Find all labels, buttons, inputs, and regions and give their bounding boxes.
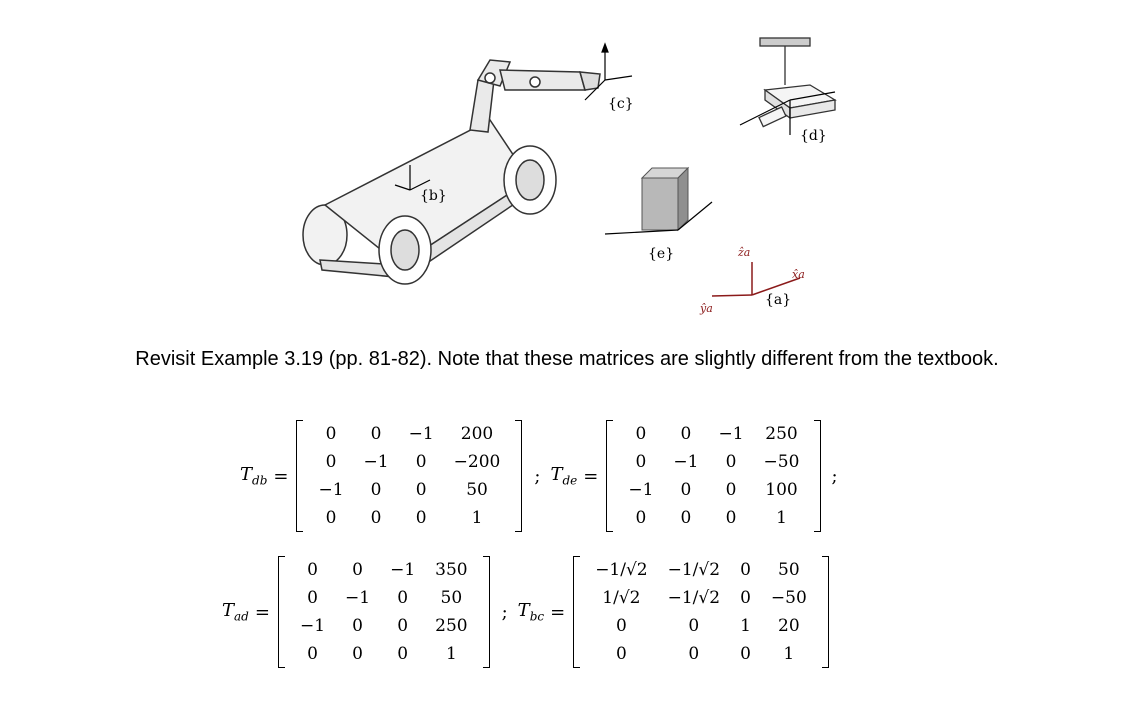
matrix-cell: 0 xyxy=(325,508,337,528)
matrix-row xyxy=(290,584,478,612)
matrix-symbol: T xyxy=(240,464,253,486)
matrix-tde-label xyxy=(550,464,577,488)
matrix-cell: −1 xyxy=(628,480,654,500)
matrix-tad xyxy=(276,556,492,668)
matrix-cell: −1 xyxy=(345,588,371,608)
matrix-cell: 0 xyxy=(397,588,409,608)
camera-lens xyxy=(759,107,786,127)
matrix-cell: 0 xyxy=(680,508,692,528)
separator: ; xyxy=(831,465,838,487)
matrix-symbol: T xyxy=(550,464,563,486)
matrix-cell: 100 xyxy=(765,480,798,500)
matrix-cell: 1 xyxy=(783,644,795,664)
matrix-cell: 0 xyxy=(740,560,751,580)
matrix-cell: −50 xyxy=(763,452,800,472)
matrix-tde xyxy=(604,420,823,532)
frame-c-x-axis xyxy=(605,76,632,80)
matrix-cell: 0 xyxy=(688,644,700,664)
matrix-cell: 0 xyxy=(725,452,737,472)
matrix-cell: 50 xyxy=(466,480,488,500)
matrix-cell: −1 xyxy=(673,452,699,472)
matrix-row xyxy=(290,556,478,584)
matrix-cell: 0 xyxy=(615,644,627,664)
axis-ya-label: ŷa xyxy=(700,302,713,315)
robot-arm xyxy=(470,60,600,132)
matrix-cell: −50 xyxy=(770,588,807,608)
matrix-cell: 0 xyxy=(680,480,692,500)
matrix-cell: 0 xyxy=(725,508,737,528)
robot-diagram xyxy=(0,0,1134,340)
matrix-cell: 0 xyxy=(370,480,382,500)
matrix-subscript: bc xyxy=(529,609,545,624)
frame-a-axes xyxy=(712,262,800,296)
matrix-cell: 1 xyxy=(740,616,751,636)
matrix-cell: 0 xyxy=(688,616,700,636)
matrix-cell: −1/√2 xyxy=(667,588,721,608)
matrix-row xyxy=(308,504,510,532)
frame-e-y-axis xyxy=(605,230,678,234)
matrix-cell: 0 xyxy=(740,644,751,664)
matrix-cell: 0 xyxy=(370,508,382,528)
front-wheel-right-hub xyxy=(516,160,544,200)
axis-xa-label: x̂a xyxy=(792,268,805,281)
matrix-tdb xyxy=(294,420,524,532)
matrix-cell: 200 xyxy=(460,424,494,444)
frame-e-label: {e} xyxy=(648,246,675,262)
matrix-cell: −200 xyxy=(453,452,501,472)
matrix-subscript: de xyxy=(562,473,578,488)
matrix-cell: −1 xyxy=(299,616,326,636)
matrix-cell: 0 xyxy=(635,508,647,528)
matrix-cell: −1 xyxy=(408,424,434,444)
matrix-cell: −1/√2 xyxy=(595,560,648,580)
matrix-cell: 0 xyxy=(307,644,318,664)
matrix-row xyxy=(618,448,809,476)
frame-d-label: {d} xyxy=(800,128,827,144)
matrix-cell: 250 xyxy=(765,424,798,444)
matrix-row xyxy=(290,612,478,640)
matrix-cell: 0 xyxy=(352,616,363,636)
elbow-joint xyxy=(485,73,495,83)
front-wheel-left-hub xyxy=(391,230,419,270)
matrix-cell: 0 xyxy=(397,644,409,664)
matrix-cell: 0 xyxy=(325,452,337,472)
matrix-cell: 0 xyxy=(370,424,382,444)
matrix-cell: 0 xyxy=(415,452,427,472)
matrix-cell: 0 xyxy=(307,560,318,580)
matrix-tbc-label xyxy=(518,600,544,624)
matrix-row xyxy=(618,420,809,448)
box-side xyxy=(678,168,688,230)
matrix-cell: 0 xyxy=(415,508,427,528)
matrix-tbc xyxy=(571,556,831,668)
equals-sign: = xyxy=(273,465,289,487)
arm-link-2 xyxy=(500,70,585,90)
matrix-cell: 350 xyxy=(435,560,468,580)
matrix-cell: 20 xyxy=(778,616,800,636)
matrix-row xyxy=(308,476,510,504)
matrix-cell: −1 xyxy=(390,560,416,580)
separator: ; xyxy=(534,465,541,487)
equals-sign: = xyxy=(254,601,270,623)
matrix-cell: 0 xyxy=(325,424,337,444)
frame-a-y-axis xyxy=(712,295,752,296)
matrix-cell: 0 xyxy=(615,616,627,636)
matrix-cell: 0 xyxy=(415,480,427,500)
matrix-tad-label xyxy=(222,600,249,624)
matrix-tdb-label xyxy=(240,464,267,488)
axis-za-label: ẑa xyxy=(738,246,751,259)
matrix-cell: 0 xyxy=(680,424,692,444)
matrix-cell: −1 xyxy=(318,480,344,500)
matrix-row xyxy=(308,420,510,448)
matrix-cell: 0 xyxy=(635,424,647,444)
equals-sign: = xyxy=(550,601,566,623)
matrix-cell: 1/√2 xyxy=(602,588,641,608)
matrix-cell: 0 xyxy=(635,452,647,472)
matrix-row xyxy=(585,612,817,640)
target-box xyxy=(642,168,688,230)
wrist-joint xyxy=(530,77,540,87)
matrix-row xyxy=(585,584,817,612)
separator: ; xyxy=(501,601,508,623)
matrix-row-1 xyxy=(240,420,838,532)
matrix-cell: 1 xyxy=(471,508,483,528)
matrix-subscript: db xyxy=(252,473,268,488)
matrix-symbol: T xyxy=(517,600,530,622)
matrix-row xyxy=(585,640,817,668)
ceiling-plate xyxy=(760,38,810,46)
frame-a-label: {a} xyxy=(765,292,792,308)
matrix-cell: 50 xyxy=(778,560,800,580)
caption-text: Revisit Example 3.19 (pp. 81-82). Note that these matrices are slightly different from the textbook. xyxy=(135,348,999,370)
matrix-subscript: ad xyxy=(234,609,249,624)
frame-b-label: {b} xyxy=(420,188,447,204)
matrix-cell: 0 xyxy=(352,644,363,664)
matrix-cell: 0 xyxy=(307,588,318,608)
matrix-row-2 xyxy=(222,556,831,668)
box-front xyxy=(642,178,678,230)
matrix-cell: 50 xyxy=(440,588,463,608)
matrix-cell: 1 xyxy=(445,644,457,664)
matrix-cell: 0 xyxy=(725,480,737,500)
matrix-cell: −1 xyxy=(718,424,744,444)
equals-sign: = xyxy=(583,465,599,487)
matrix-cell: 250 xyxy=(435,616,468,636)
matrix-cell: 0 xyxy=(397,616,409,636)
matrix-row xyxy=(585,556,817,584)
matrix-row xyxy=(308,448,510,476)
camera-mount xyxy=(759,38,835,127)
matrix-cell: 0 xyxy=(352,560,363,580)
frame-c-label: {c} xyxy=(608,96,634,112)
matrix-row xyxy=(618,476,809,504)
matrix-cell: −1 xyxy=(363,452,389,472)
frame-c-axes xyxy=(585,44,632,100)
matrix-row xyxy=(290,640,478,668)
robot-figure xyxy=(0,0,1134,340)
matrix-cell: −1/√2 xyxy=(667,560,721,580)
arrow-head xyxy=(602,44,608,52)
matrix-cell: 0 xyxy=(740,588,751,608)
matrix-symbol: T xyxy=(222,600,235,622)
matrix-row xyxy=(618,504,809,532)
matrix-cell: 1 xyxy=(776,508,787,528)
